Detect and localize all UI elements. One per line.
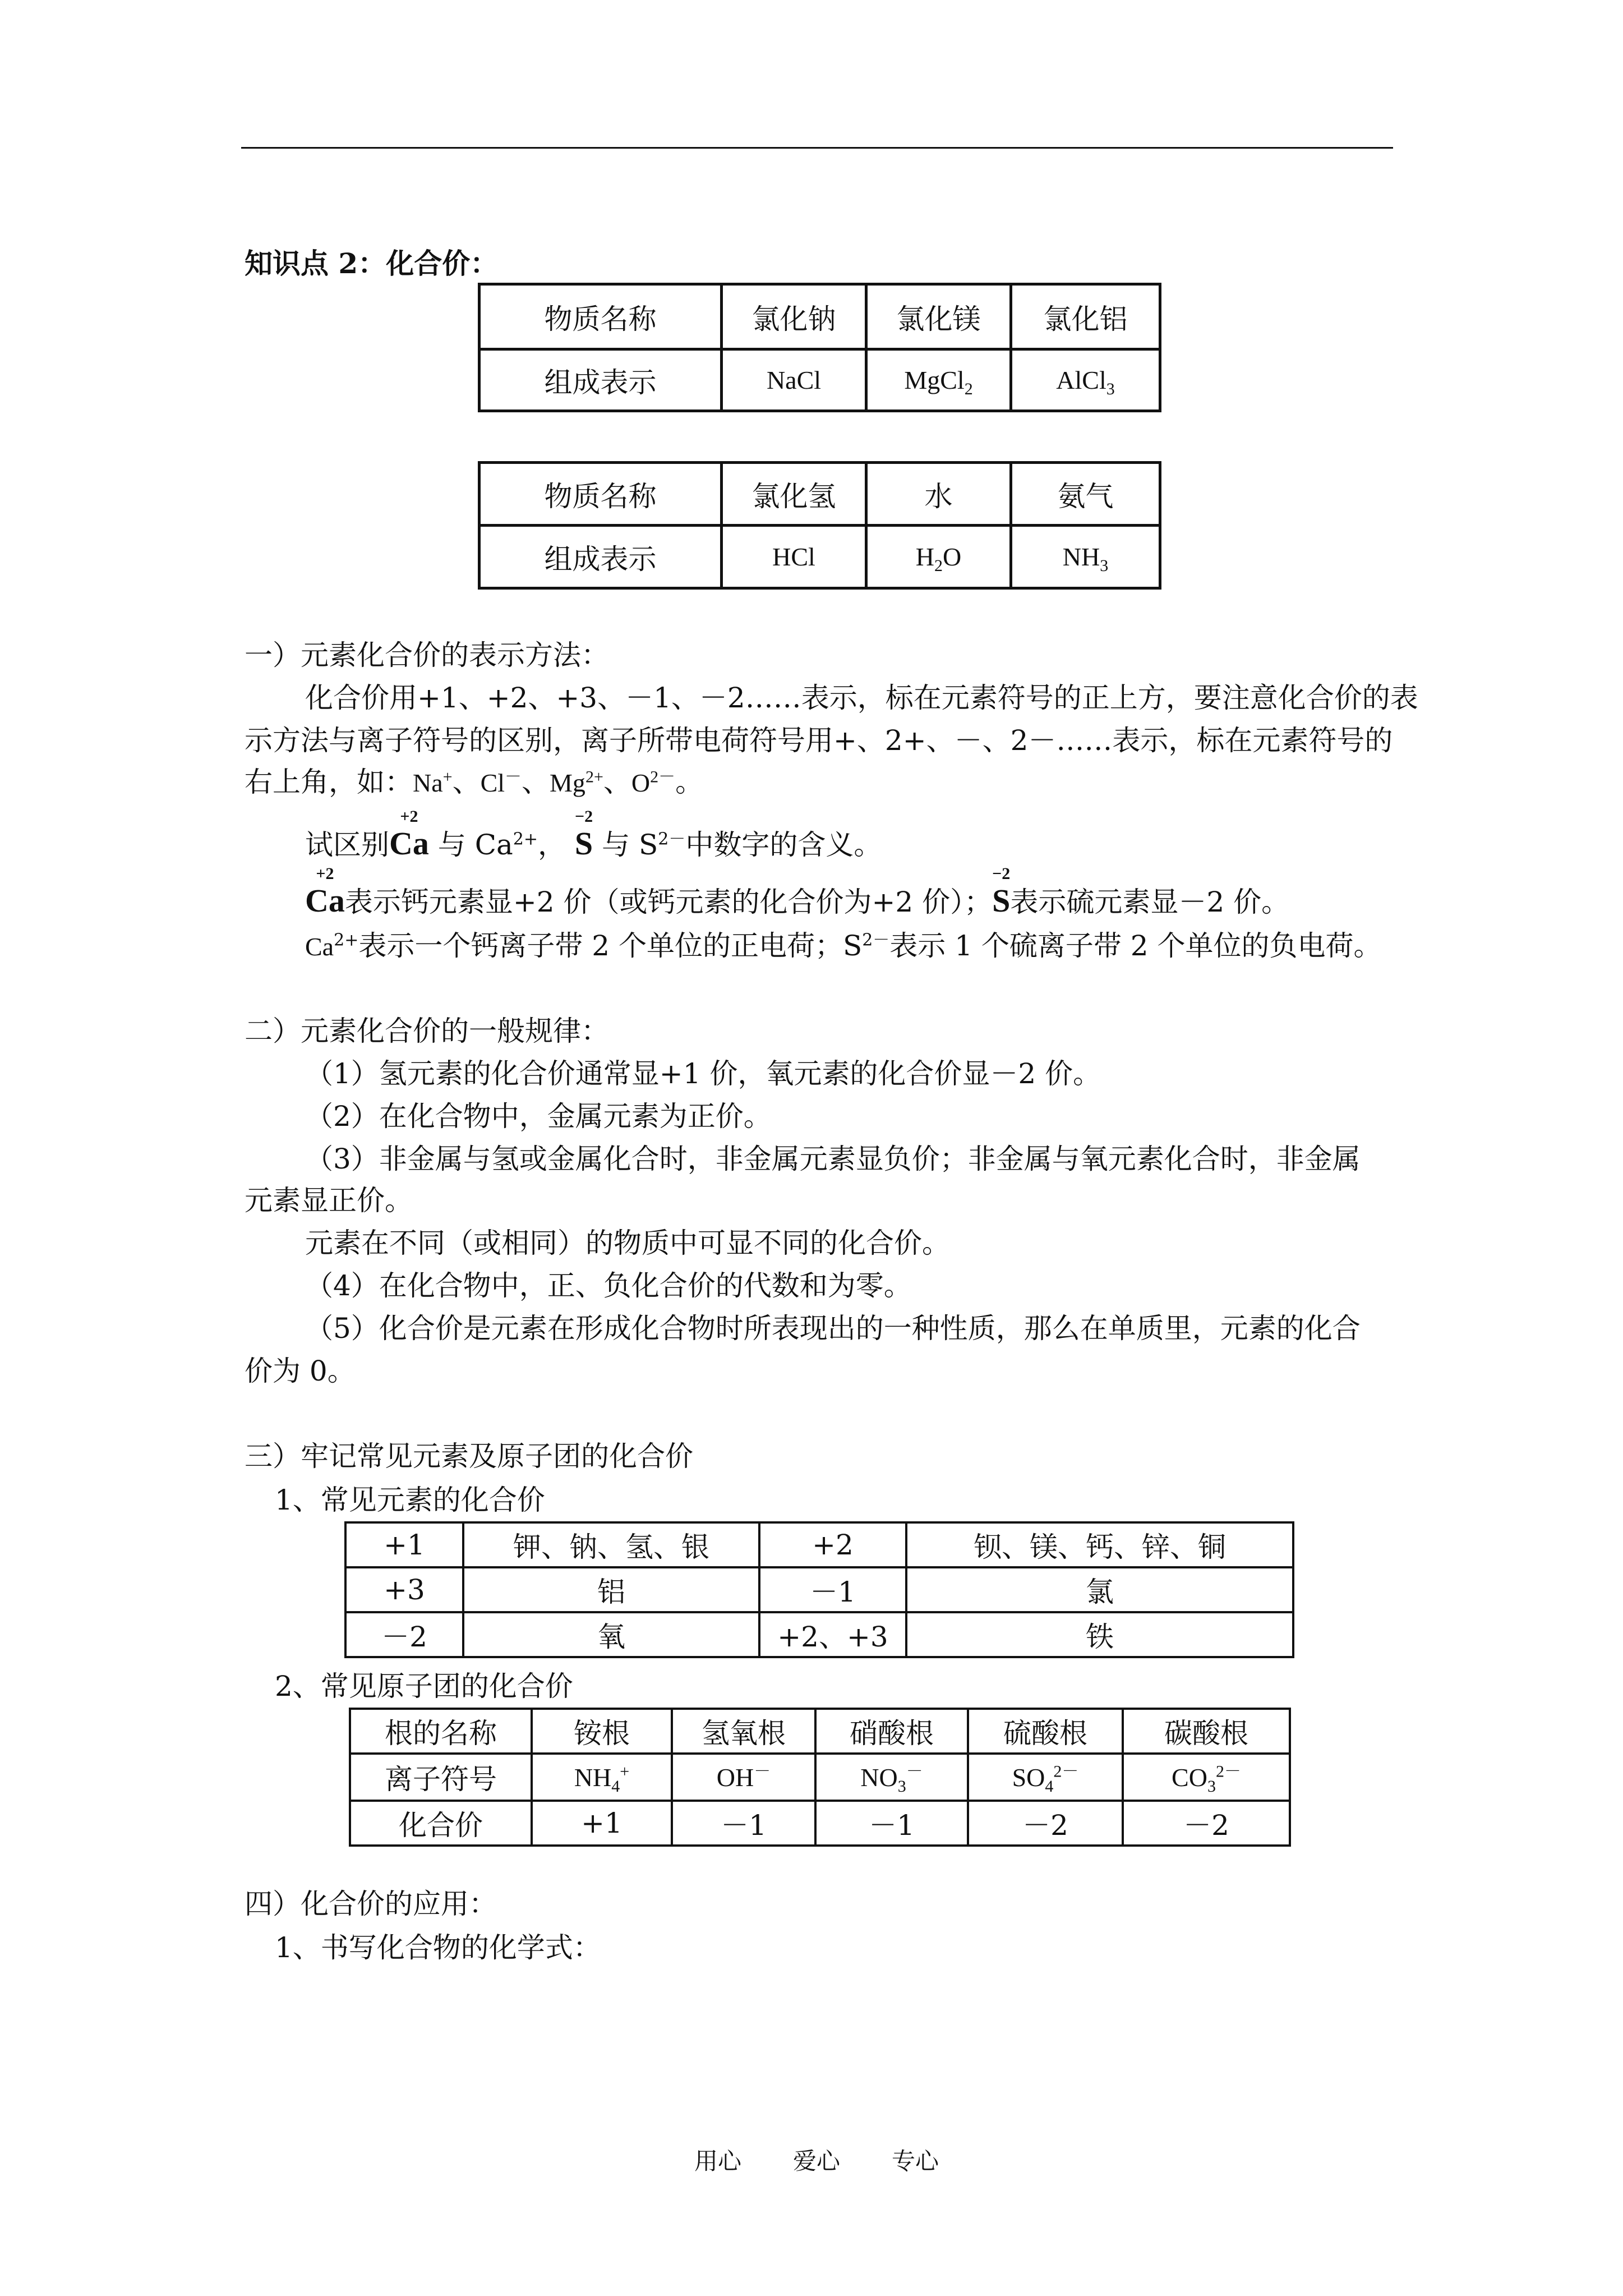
- radical-valence: －1: [672, 1801, 815, 1846]
- element-cell: 氯: [906, 1567, 1293, 1612]
- valence-ca: +2 Ca: [305, 864, 345, 919]
- explain-line: $Ca^{2+}$表示一个钙离子带 2 个单位的正电荷；$S^{2-}$表示 1 个硫离子带 2 个单位的负电荷。: [305, 930, 1382, 962]
- element-cell: 氧: [463, 1612, 759, 1657]
- valence-cell: +3: [345, 1567, 463, 1612]
- formula-mgcl2: MgCl$_2$: [866, 349, 1011, 411]
- rule-line: 元素在不同（或相同）的物质中可显不同的化合价。: [305, 1227, 950, 1259]
- radical-header: 根的名称: [350, 1709, 532, 1754]
- compound-table-2: [478, 461, 1161, 590]
- ion-symbol-so4: $SO_4^{2-}$: [968, 1754, 1123, 1801]
- rule-line: 价为 0。: [245, 1355, 356, 1387]
- rule-line: （4）在化合物中，正、负化合价的代数和为零。: [305, 1269, 912, 1302]
- radical-row-label: 离子符号: [350, 1754, 532, 1801]
- radical-header: 碳酸根: [1123, 1709, 1290, 1754]
- element-cell: 铁: [906, 1612, 1293, 1657]
- valence-ca: +2 Ca: [389, 807, 429, 862]
- ion-symbol-co3: $CO_3^{2-}$: [1123, 1754, 1290, 1801]
- radical-header: 硫酸根: [968, 1709, 1123, 1754]
- table2-header-cell: 氨气: [1011, 463, 1160, 526]
- table2-header-cell: 物质名称: [479, 463, 722, 526]
- ion-symbol-nh4: $NH_4^+$: [532, 1754, 672, 1801]
- footer-text: 用心: [694, 2147, 742, 2175]
- formula-nacl: NaCl: [722, 349, 866, 411]
- section2-title: 二）元素化合价的一般规律：: [245, 1015, 609, 1047]
- element-cell: 钡、镁、钙、锌、铜: [906, 1522, 1293, 1567]
- footer-text: 专心: [892, 2147, 939, 2175]
- valence-cell: －2: [345, 1612, 463, 1657]
- section1-title: 一）元素化合价的表示方法：: [245, 639, 609, 671]
- radical-valence: －2: [968, 1801, 1123, 1846]
- table2-header-cell: 水: [866, 463, 1011, 526]
- subsection-title: 2、常见原子团的化合价: [275, 1670, 573, 1703]
- ion-na: Na+: [413, 767, 453, 797]
- formula-alcl3: AlCl$_3$: [1011, 349, 1160, 411]
- ion-o: $O^{2-}$: [631, 767, 676, 797]
- radical-header: 硝酸根: [815, 1709, 968, 1754]
- radical-row-label: 化合价: [350, 1801, 532, 1846]
- radical-valence: －1: [815, 1801, 968, 1846]
- rule-line: 元素显正价。: [245, 1184, 413, 1217]
- valence-cell: －1: [759, 1567, 906, 1612]
- element-cell: 钾、钠、氢、银: [463, 1522, 759, 1567]
- valence-s: −2 S: [992, 864, 1011, 919]
- table1-header-cell: 氯化钠: [722, 284, 866, 349]
- paragraph-line: 示方法与离子符号的区别，离子所带电荷符号用+、2+、－、2－……表示，标在元素符号的: [245, 724, 1393, 757]
- header-rule: [241, 147, 1393, 149]
- valence-cell: +2、+3: [759, 1612, 906, 1657]
- table1-row-label: 组成表示: [479, 349, 722, 411]
- section4-title: 四）化合价的应用：: [245, 1888, 497, 1920]
- rule-line: （1）氢元素的化合价通常显+1 价，氧元素的化合价显－2 价。: [305, 1057, 1101, 1090]
- radical-header: 氢氧根: [672, 1709, 815, 1754]
- formula-hcl: HCl: [722, 526, 866, 588]
- valence-s: −2 S: [574, 807, 593, 862]
- table1-header-cell: 物质名称: [479, 284, 722, 349]
- radical-valence: －2: [1123, 1801, 1290, 1846]
- rule-line: （5）化合价是元素在形成化合物时所表现出的一种性质，那么在单质里，元素的化合: [305, 1312, 1361, 1345]
- table2-header-cell: 氯化氢: [722, 463, 866, 526]
- element-cell: 铝: [463, 1567, 759, 1612]
- paragraph-line: 化合价用+1、+2、+3、－1、－2……表示，标在元素符号的正上方，要注意化合价的表: [305, 682, 1418, 714]
- table1-header-cell: 氯化镁: [866, 284, 1011, 349]
- paragraph-line: 右上角，如：Na+、Cl－、$Mg^{2+}$、$O^{2-}$。: [245, 766, 704, 798]
- ion-mg: $Mg^{2+}$: [550, 767, 603, 797]
- table1-header-cell: 氯化铝: [1011, 284, 1160, 349]
- footer-text: 爱心: [793, 2147, 841, 2175]
- valence-cell: +2: [759, 1522, 906, 1567]
- subsection-title: 1、书写化合物的化学式：: [275, 1931, 601, 1964]
- ion-symbol-no3: $NO_3^-$: [815, 1754, 968, 1801]
- compare-line: 试区别 +2 Ca 与 $Ca^{2+}$， −2 S 与 $S^{2-}$中数字的含义。: [305, 807, 882, 862]
- formula-nh3: $NH_3$: [1011, 526, 1160, 588]
- subsection-title: 1、常见元素的化合价: [275, 1484, 545, 1516]
- explain-line: +2 Ca表示钙元素显+2 价（或钙元素的化合价为+2 价）； −2 S表示硫元素显－2 价。: [305, 864, 1290, 919]
- rule-line: （3）非金属与氢或金属化合时，非金属元素显负价；非金属与氧元素化合时，非金属: [305, 1143, 1361, 1175]
- element-valence-table: [344, 1521, 1294, 1658]
- table2-row-label: 组成表示: [479, 526, 722, 588]
- radical-valence: +1: [532, 1801, 672, 1846]
- ion-symbol-oh: OH－: [672, 1754, 815, 1801]
- section3-title: 三）牢记常见元素及原子团的化合价: [245, 1440, 693, 1473]
- section-heading: 知识点 2：化合价：: [245, 247, 499, 280]
- radical-header: 铵根: [532, 1709, 672, 1754]
- formula-h2o: $H_2O$: [866, 526, 1011, 588]
- compound-table-1: [478, 283, 1161, 412]
- ion-cl: Cl－: [480, 767, 522, 797]
- valence-cell: +1: [345, 1522, 463, 1567]
- rule-line: （2）在化合物中，金属元素为正价。: [305, 1100, 772, 1133]
- radical-valence-table: [349, 1708, 1291, 1847]
